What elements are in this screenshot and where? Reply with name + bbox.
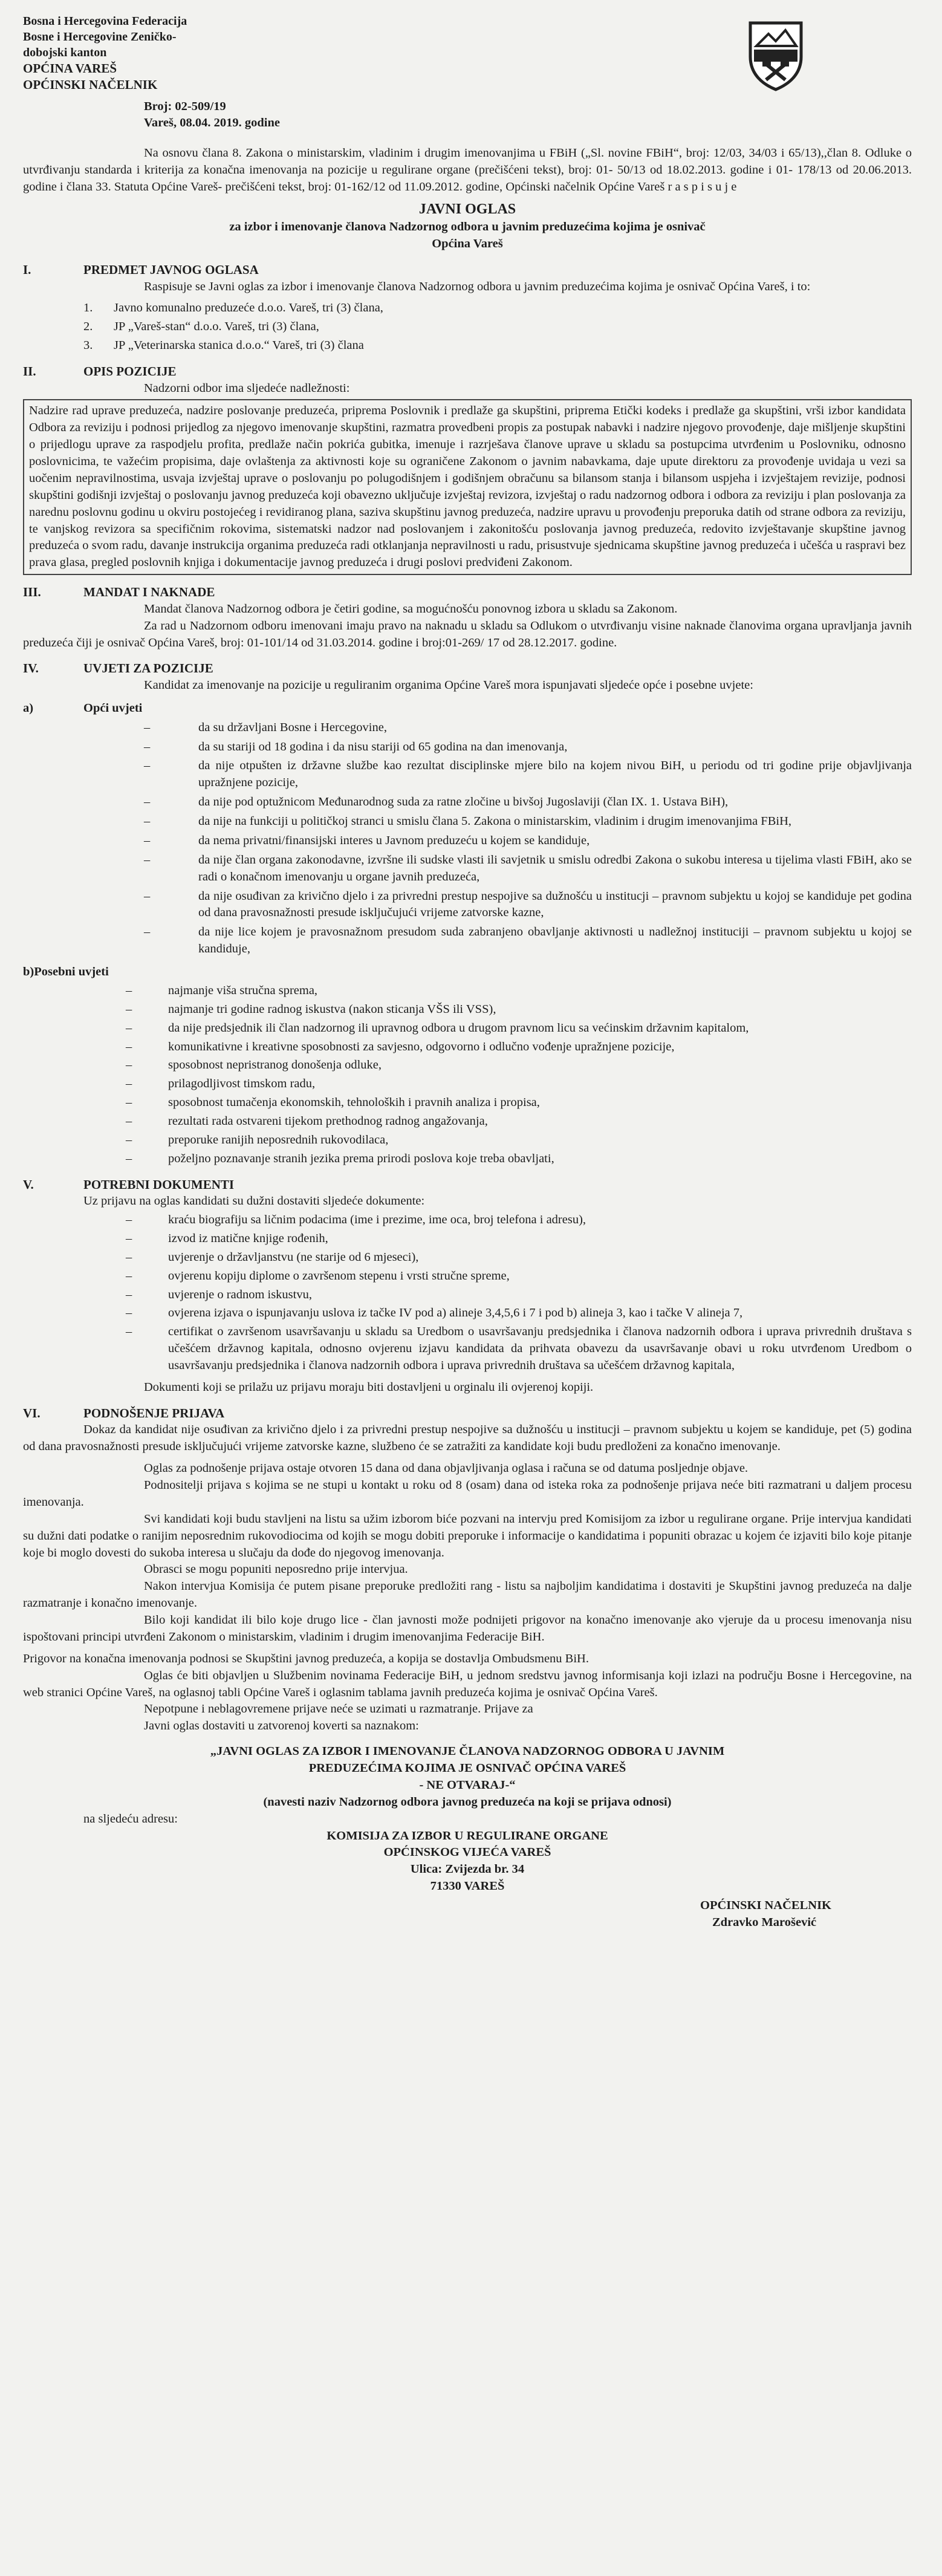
section-title: POTREBNI DOKUMENTI	[83, 1177, 235, 1192]
responsibilities-box: Nadzire rad uprave preduzeća, nadzire poslovanje preduzeća, priprema Poslovnik i predlaže ga skupštini, priprema Etički kodeks i predlaže ga skupštini, vrši izbor kandidata Odbora za reviziju i podnosi prijedlog za njegovo imenovanje skupštini, razmatra provedbeni propis za postupak nabavki i nadzire njegovo provođenje, daje mišljenje skupštini o prijedlogu uprave za raspodjelu profita, predlaže način pokrića gubitka, imenuje i razrješava članove uprave u skladu sa postupcima utvrđenim u Poslovniku, odnosno poslovnicima, te važećim propisima, daje ovlaštenja za aktivnosti koje su ograničene Zakonom o javnim nabavkama, daje upute direktoru za provođenje uvidaja u vezi sa uočenim nepravilnostima, usvaja izvještaj uprave o poslovanju po polugodišnjem i godišnjem obračunu sa bilansom stanja i bilansom uspjeha i izvještajem revizije, podnosi skupštini godišnji izvještaj o poslovanju javnog preduzeća koji obavezno uključuje izvještaj revizora, izvještaj o radu nadzornog odbora i odbora za reviziju i plan poslovanja za narednu poslovnu godinu u okviru postojećeg i revidiranog plana, saziva skupštinu javnog preduzeća, nadzire upravu u provođenju preporuka datih od strane odbora za reviziju, te vanjskog revizora sa specifičnim rokovima, sistematski nadzor nad poslovanjem i zakonitošću poslovanja javnog preduzeća, redovito izvještavanje skupštine javnog preduzeća o svom radu, davanje instrukcija organima preduzeća radi otklanjanja nepravilnosti u radu, prisustvuje sjednicama skupštine javnog preduzeća i učešća u raspravi bez prava glasa, pregled poslovnih knjiga i dokumentacije javnog preduzeća i drugi poslovi predviđeni Zakonom.	[23, 399, 912, 575]
list-item: – da su stariji od 18 godina i da nisu stariji od 65 godina na dan imenovanja,	[144, 739, 912, 756]
list-item-number: 1.	[83, 301, 93, 315]
signature-block	[700, 1898, 912, 1931]
address-line: 71330 VAREŠ	[430, 1879, 505, 1893]
section-text: Oglas će biti objavljen u Službenim novinama Federacije BiH, u jednom sredstvu javnog informisanja koji izlazi na području Bosne i Hercegovine, na web stranici Općine Vareš, na oglasnoj tabli Općine Vareš i oglasnim tablama javnih preduzeća kojima je osnivač Općina Vareš.	[23, 1668, 912, 1699]
signatory-name: Zdravko Marošević	[712, 1915, 817, 1929]
issuer-line: dobojski kanton	[23, 46, 107, 59]
list-item: – da nije predsjednik ili član nadzornog ili upravnog odbora u drugom pravnom licu sa većinskim državnim kapitalom,	[126, 1020, 912, 1037]
section-title: PREDMET JAVNOG OGLASA	[83, 262, 259, 277]
list-item: – da nije otpušten iz državne službe kao rezultat disciplinske mjere bilo na kojem nivou BiH, u periodu od tri godine prije objavljivanja upražnjene pozicije,	[144, 758, 912, 792]
envelope-line: PREDUZEĆIMA KOJIMA JE OSNIVAČ OPĆINA VAREŠ	[308, 1761, 626, 1775]
list-item-text: JP „Veterinarska stanica d.o.o.“ Vareš, tri (3) člana	[114, 339, 364, 353]
issuer-line: OPĆINA VAREŠ	[23, 61, 117, 76]
section-text: Svi kandidati koji budu stavljeni na listu sa užim izborom biće pozvani na intervju pred Komisijom za izbor u regulirane organe. Prije intervjua kandidati su dužni dati podatke o ranijim neposrednim rukovodiocima od kojih se mogu dobiti preporuke i informacije o kandidatima i popuniti obrazac u kojem će izjaviti bilo koje pitanje koje bi moglo dovesti do sukoba interesa u slučaju da dođe do njegovog imenovanja.	[23, 1512, 912, 1560]
list-item: – najmanje tri godine radnog iskustva (nakon sticanja VŠS ili VSS),	[126, 1001, 912, 1018]
section-title: PODNOŠENJE PRIJAVA	[83, 1405, 225, 1420]
section-text: Dokumenti koji se prilažu uz prijavu moraju biti dostavljeni u orginalu ili ovjerenoj kopiji.	[144, 1380, 594, 1394]
list-item: – da nije na funkciji u političkoj stranci u smislu člana 5. Zakona o ministarskim, vladinim i drugim imenovanjima FBiH,	[144, 813, 912, 830]
list-item	[83, 319, 912, 336]
envelope-line: „JAVNI OGLAS ZA IZBOR I IMENOVANJE ČLANOVA NADZORNOG ODBORA U JAVNIM	[210, 1745, 725, 1758]
address-line: Ulica: Zvijezda br. 34	[410, 1862, 525, 1876]
special-conditions-list	[23, 983, 912, 1168]
list-item	[83, 300, 912, 317]
section-text: Za rad u Nadzornom odboru imenovani imaju pravo na naknadu u skladu sa Odlukom o utvrđivanju visine naknade članovima organa upravljanja javnih preduzeća čiji je osnivač Općina Vareš, broj: 01-101/14 od 31.03.2014. godine i broj:01-269/ 17 od 28.12.2017. godine.	[23, 619, 912, 649]
list-item-number: 2.	[83, 320, 93, 334]
address-intro: na sljedeću adresu:	[83, 1812, 178, 1826]
section-number: IV.	[23, 661, 39, 676]
section-text: Prigovor na konačna imenovanja podnosi se Skupštini javnog preduzeća, a kopija se dostavlja Ombudsmenu BiH.	[23, 1651, 589, 1665]
list-item: – preporuke ranijih neposrednih rukovodilaca,	[126, 1132, 912, 1149]
list-item: – ovjerenu kopiju diplome o završenom stepenu i vrsti stručne spreme,	[126, 1268, 912, 1285]
section-heading	[23, 1176, 912, 1194]
coat-of-arms-icon	[745, 19, 806, 92]
envelope-marking	[23, 1743, 912, 1811]
section-number: I.	[23, 262, 31, 277]
section-number: III.	[23, 585, 41, 600]
list-item-text: JP „Vareš-stan“ d.o.o. Vareš, tri (3) člana,	[114, 320, 319, 334]
signatory-title: OPĆINSKI NAČELNIK	[700, 1899, 831, 1913]
legal-basis-paragraph: Na osnovu člana 8. Zakona o ministarskim, vladinim i drugim imenovanjima u FBiH („Sl. novine FBiH“, broj: 12/03, 34/03 i 65/13),,član 8. Odluke o utvrđivanju standarda i kriterija za konačna imenovanja na pozicije u regulirane organe (prečišćeni tekst), broj: 01- 50/13 od 18.02.2013. godine i 01- 178/13 od 20.06.2013. godine i člana 33. Statuta Općine Vareš- prečišćeni tekst, broj: 01-162/12 od 11.09.2012. godine, Općinski načelnik Općine Vareš r a s p i s u j e	[23, 146, 912, 194]
list-item: – kraću biografiju sa ličnim podacima (ime i prezime, ime oca, broj telefona i adresu),	[126, 1212, 912, 1229]
list-item: – uvjerenje o radnom iskustvu,	[126, 1287, 912, 1304]
section-text: Javni oglas dostaviti u zatvorenoj koverti sa naznakom:	[144, 1719, 419, 1733]
list-item: – certifikat o završenom usavršavanju u skladu sa Uredbom o usavršavanju predsjednika i članova nadzornih odbora i uprava privrednih društava s učešćem državnog kapitala, odnosno ovjerenu izjavu kandidata da prihvata obavezu da usavršavanje obavi u roku utvrđenom Uredbom o usavršavanju predsjednika i članova nadzornih odbora i uprava privrednih društava sa učešćem državnog kapitala,	[126, 1324, 912, 1374]
section-text: Nepotpune i neblagovremene prijave neće se uzimati u razmatranje. Prijave za	[144, 1702, 533, 1716]
list-item-number: 3.	[83, 339, 93, 353]
section-heading	[23, 660, 912, 677]
envelope-line: (navesti naziv Nadzornog odbora javnog preduzeća na koji se prijava odnosi)	[263, 1795, 672, 1809]
section-title: MANDAT I NAKNADE	[83, 585, 215, 600]
section-number: II.	[23, 364, 36, 379]
list-item: – komunikativne i kreativne sposobnosti za savjesno, odgovorno i odlučno vođenje upražnjene pozicije,	[126, 1039, 912, 1056]
list-item: – prilagodljivost timskom radu,	[126, 1076, 912, 1093]
section-text: Uz prijavu na oglas kandidati su dužni dostaviti sljedeće dokumente:	[83, 1194, 425, 1208]
subsection-heading	[23, 700, 912, 717]
notice-title: JAVNI OGLAS	[418, 201, 516, 217]
section-text: Obrasci se mogu popuniti neposredno prije intervjua.	[144, 1563, 408, 1576]
list-item: – da su državljani Bosne i Hercegovine,	[144, 720, 912, 737]
list-item: – izvod iz matične knjige rođenih,	[126, 1231, 912, 1247]
issuer-line: OPĆINSKI NAČELNIK	[23, 77, 158, 93]
list-item: – da nije osuđivan za krivično djelo i za privredni prestup nespojive sa dužnošću u institucji – pravnom subjektu u kojoj se kandiduje pet godina od dana pravosnažnosti presude isključujući vrijeme zatvorske kazne,	[144, 888, 912, 922]
section-text: Mandat članova Nadzornog odbora je četiri godine, sa mogućnošću ponovnog izbora u skladu sa Zakonom.	[144, 602, 678, 616]
notice-subtitle-line: za izbor i imenovanje članova Nadzornog odbora u javnim preduzećima kojima je osnivač	[229, 220, 706, 234]
list-item-text: Javno komunalno preduzeće d.o.o. Vareš, tri (3) člana,	[114, 301, 383, 315]
list-item: – najmanje viša stručna sprema,	[126, 983, 912, 1000]
document-header	[23, 13, 912, 140]
section-text: Bilo koji kandidat ili bilo koje drugo lice - član javnosti može podnijeti prigovor na konačno imenovanje ako vjeruje da u procesu imenovanja nisu ispoštovani principi utvrđeni Zakonom o ministarskim, vladinim i drugim imenovanjima Federacije BiH.	[23, 1613, 912, 1644]
list-item: – sposobnost nepristranog donošenja odluke,	[126, 1057, 912, 1074]
section-title: UVJETI ZA POZICIJE	[83, 661, 213, 676]
notice-subtitle	[23, 219, 912, 253]
section-text: Nakon intervjua Komisija će putem pisane preporuke predložiti rang - listu sa najboljim kandidatima i dostaviti je Skupštini javnog preduzeća na dalje razmatranje i konačno imenovanje.	[23, 1579, 912, 1610]
document-date: Vareš, 08.04. 2019. godine	[144, 116, 280, 130]
list-item: – da nije član organa zakonodavne, izvršne ili sudske vlasti ili savjetnik u smislu odredbi Zakona o sukobu interesa u tijelima vlasti FBiH, ako se radi o konačnom imenovanju u organe javnih preduzeća,	[144, 852, 912, 886]
section-text: Kandidat za imenovanje na pozicije u reguliranim organima Općine Vareš mora ispunjavati sljedeće opće i posebne uvjete:	[144, 678, 753, 692]
section-heading	[23, 363, 912, 380]
required-documents-list	[23, 1212, 912, 1374]
list-item: – da nije pod optužnicom Međunarodnog suda za ratne zločine u bivšoj Jugoslaviji (član IX. 1. Ustava BiH),	[144, 794, 912, 811]
list-item: – da nema privatni/finansijski interes u Javnom preduzeću u kojem se kandiduje,	[144, 833, 912, 850]
notice-subtitle-line: Općina Vareš	[432, 237, 503, 251]
list-item: – poželjno poznavanje stranih jezika prema prirodi poslova koje treba obavljati,	[126, 1151, 912, 1168]
section-text: Podnositelji prijava s kojima se ne stupi u kontakt u roku od 8 (osam) dana od isteka roka za podnošenje prijava neće biti razmatrani u daljem procesu imenovanja.	[23, 1478, 912, 1509]
subsection-title: Opći uvjeti	[83, 701, 143, 715]
list-item: – ovjerena izjava o ispunjavanju uslova iz tačke IV pod a) alineje 3,4,5,6 i 7 i pod b) alineja 3, kao i tačke V alineja 7,	[126, 1305, 912, 1322]
section-text: Nadzorni odbor ima sljedeće nadležnosti:	[144, 381, 350, 395]
section-number: V.	[23, 1177, 34, 1192]
section-title: OPIS POZICIJE	[83, 364, 177, 379]
section-heading	[23, 261, 912, 279]
list-item: – sposobnost tumačenja ekonomskih, tehnoloških i pravnih analiza i propisa,	[126, 1094, 912, 1111]
address-line: KOMISIJA ZA IZBOR U REGULIRANE ORGANE	[326, 1829, 608, 1843]
section-heading	[23, 584, 912, 601]
list-item	[83, 337, 912, 354]
list-item: – rezultati rada ostvareni tijekom prethodnog radnog angažovanja,	[126, 1113, 912, 1130]
issuer-line: Bosne i Hercegovine Zeničko-	[23, 30, 177, 44]
section-text: Dokaz da kandidat nije osuđivan za krivično djelo i za privredni prestup nespojive sa dužnošću u institucji – pravnom subjektu u kojem se kandiduje, pet (5) godina od dana pravosnažnosti presude isključujući vrijeme zatvorske kazne, službeno će se zatražiti za kandidate koji budu predloženi za konačno imenovanje.	[23, 1423, 912, 1454]
subsection-heading: b)Posebni uvjeti	[23, 965, 109, 979]
section-text: Oglas za podnošenje prijava ostaje otvoren 15 dana od dana objavljivanja oglasa i računa se od datuma posljednje objave.	[144, 1462, 749, 1475]
issuer-line: Bosna i Hercegovina Federacija	[23, 15, 187, 28]
section-heading	[23, 1405, 912, 1422]
section-text: Raspisuje se Javni oglas za izbor i imenovanje članova Nadzornog odbora u javnim preduzećima kojima je osnivač Općina Vareš, i to:	[144, 279, 811, 293]
envelope-line: - NE OTVARAJ-“	[419, 1778, 516, 1792]
recipient-address	[23, 1828, 912, 1896]
company-list	[83, 300, 912, 354]
general-conditions-list	[23, 720, 912, 958]
document-number: Broj: 02-509/19	[144, 99, 226, 113]
address-line: OPĆINSKOG VIJEĆA VAREŠ	[383, 1846, 551, 1859]
subsection-label: a)	[23, 701, 34, 715]
list-item: – da nije lice kojem je pravosnažnom presudom suda zabranjeno obavljanje aktivnosti u nadležnoj instituciji – pravnom subjektu u kojoj se kandiduje,	[144, 924, 912, 958]
list-item: – uvjerenje o državljanstvu (ne starije od 6 mjeseci),	[126, 1249, 912, 1266]
section-number: VI.	[23, 1405, 41, 1420]
